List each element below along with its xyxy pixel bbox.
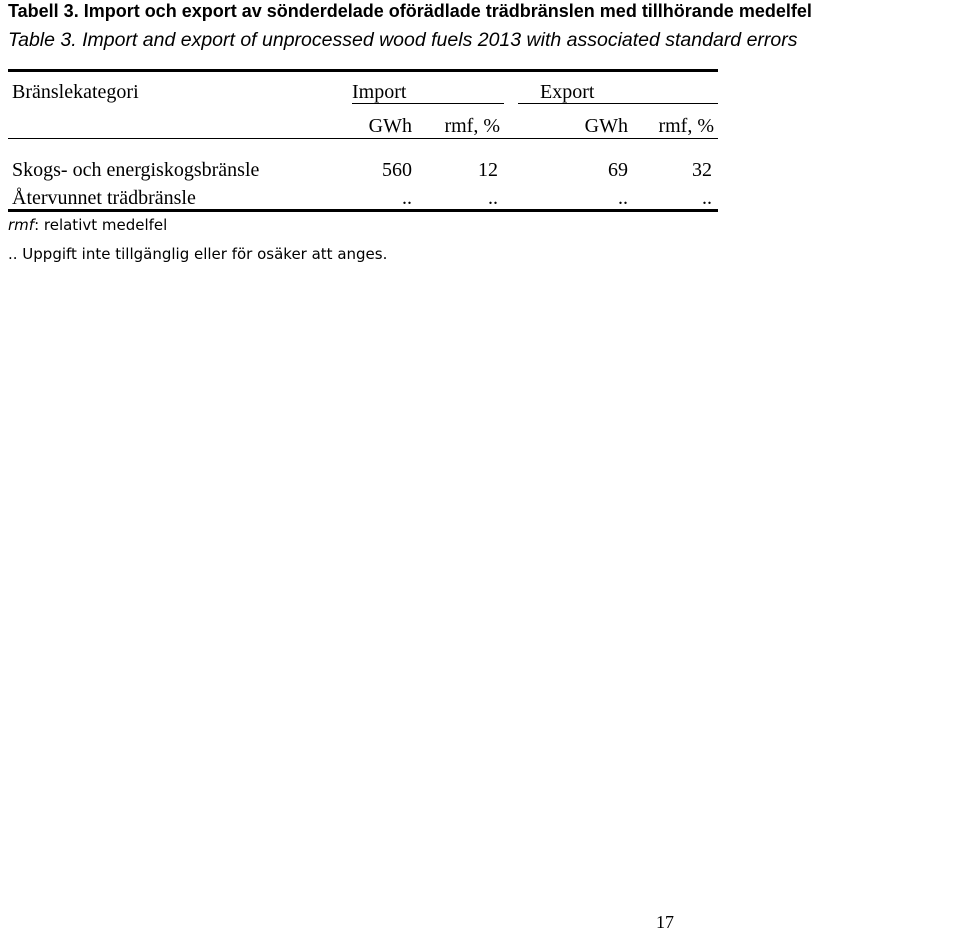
row-2-import-rmf: .. bbox=[488, 187, 498, 209]
row-1-export-rmf: 32 bbox=[692, 159, 712, 181]
export-group-rule bbox=[518, 103, 718, 104]
header-bottom-rule bbox=[8, 138, 718, 139]
row-2-import-gwh: .. bbox=[402, 187, 412, 209]
note-rmf bbox=[8, 215, 167, 235]
row-1-category: Skogs- och energiskogsbränsle bbox=[12, 159, 260, 181]
row-2-category: Återvunnet trädbränsle bbox=[12, 187, 196, 209]
subheader-export-rmf: rmf, % bbox=[658, 115, 714, 137]
import-group-rule bbox=[352, 103, 504, 104]
header-import: Import bbox=[352, 81, 407, 103]
row-2-export-gwh: .. bbox=[618, 187, 628, 209]
table-bottom-rule bbox=[8, 209, 718, 212]
header-category: Bränslekategori bbox=[12, 81, 139, 103]
subheader-import-rmf: rmf, % bbox=[444, 115, 500, 137]
table-top-rule bbox=[8, 69, 718, 72]
note-missing-data: .. Uppgift inte tillgänglig eller för osäker att anges. bbox=[8, 245, 388, 263]
table-title-english: Table 3. Import and export of unprocessed wood fuels 2013 with associated standard errors bbox=[8, 29, 798, 51]
row-1-import-gwh: 560 bbox=[382, 159, 412, 181]
row-2-export-rmf: .. bbox=[702, 187, 712, 209]
table-title-swedish: Tabell 3. Import och export av sönderdelade oförädlade trädbränslen med tillhörande medelfel bbox=[8, 1, 812, 21]
header-export: Export bbox=[540, 81, 595, 103]
page-number: 17 bbox=[656, 912, 674, 932]
row-1-import-rmf: 12 bbox=[478, 159, 498, 181]
note-rmf-definition: : relativt medelfel bbox=[34, 216, 168, 234]
subheader-export-gwh: GWh bbox=[584, 115, 628, 137]
row-1-export-gwh: 69 bbox=[608, 159, 628, 181]
subheader-import-gwh: GWh bbox=[368, 115, 412, 137]
note-rmf-term: rmf bbox=[8, 216, 35, 234]
